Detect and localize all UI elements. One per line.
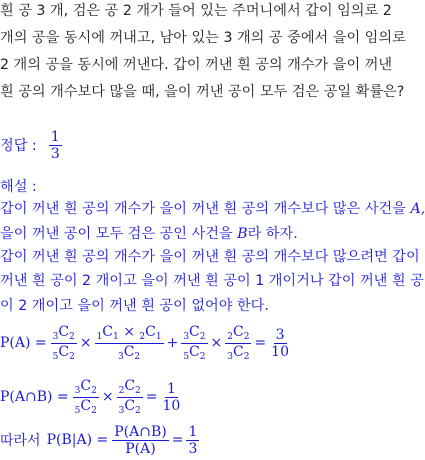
equation-p-a-and-b: P(A∩B) = $\frac{_3C_2}{_5C_2}$ × $\frac{_2C_2}{_3C_2}$ = $\frac{1}{10}$ bbox=[0, 377, 181, 416]
fraction-2c2-3c2: $\frac{_2C_2}{_3C_2}$ bbox=[227, 323, 250, 362]
fraction-3c2-5c2-c: $\frac{_3C_2}{_5C_2}$ bbox=[74, 377, 97, 416]
equation-p-b-given-a-result bbox=[186, 425, 199, 456]
problem-line-4: 흰 공의 개수보다 많을 때, 을이 꺼낸 공이 모두 검은 공일 확률은? bbox=[0, 84, 405, 100]
fraction-3c2-5c2-b: $\frac{_3C_2}{_5C_2}$ bbox=[183, 323, 206, 362]
equation-p-b-given-a-result-den: 3 bbox=[188, 440, 198, 457]
solution-label: 해설 : bbox=[0, 179, 37, 195]
solution-line-2-tail: 라 하자. bbox=[247, 226, 298, 242]
answer-numerator: 1 bbox=[50, 129, 60, 145]
solution-line-5: 이 2 개이고 을이 꺼낸 흰 공이 없어야 한다. bbox=[0, 298, 269, 314]
answer-denominator: 3 bbox=[50, 146, 60, 163]
equation-p-a-and-b-result bbox=[161, 382, 183, 413]
equation-p-a-result-den: 10 bbox=[271, 343, 289, 360]
answer-fraction bbox=[49, 130, 62, 161]
equation-p-b-given-a-result-num: 1 bbox=[188, 423, 198, 440]
solution-line-1-text: 갑이 꺼낸 흰 공의 개수가 을이 꺼낸 흰 공의 개수보다 많은 사건을 bbox=[0, 201, 406, 217]
solution-line-2 bbox=[0, 225, 298, 243]
fraction-1c1-2c1-3c2: $\frac{_1C_1 \times _2C_1}{_3C_2}$ bbox=[96, 323, 162, 362]
answer-row bbox=[0, 130, 63, 161]
problem-line-3: 2 개의 공을 동시에 꺼낸다. 갑이 꺼낸 흰 공의 개수가 을이 꺼낸 bbox=[0, 57, 393, 73]
event-a-symbol: A, bbox=[410, 201, 425, 217]
conclusion-prefix: 따라서 bbox=[0, 433, 41, 449]
solution-line-4: 꺼낸 흰 공이 2 개이고 을이 꺼낸 흰 공이 1 개이거나 갑이 꺼낸 흰 공 bbox=[0, 273, 424, 289]
equation-p-a-result-num: 3 bbox=[275, 326, 285, 343]
answer-label: 정답 : bbox=[0, 137, 37, 154]
equation-p-a-and-b-result-den: 10 bbox=[162, 397, 181, 414]
event-b-symbol: B bbox=[237, 226, 248, 242]
fraction-conditional-den: P(A) bbox=[125, 440, 156, 457]
fraction-conditional-num: P(A∩B) bbox=[114, 423, 167, 440]
problem-line-1: 흰 공 3 개, 검은 공 2 개가 들어 있는 주머니에서 갑이 임의로 2 bbox=[0, 3, 392, 19]
equation-p-b-given-a: 따라서 P(B|A) = $\frac{P(A\cap B)}{P(A)}$ = $\frac{1}{3}$ bbox=[0, 423, 198, 457]
fraction-conditional bbox=[112, 425, 168, 456]
solution-line-2-text: 을이 꺼낸 공이 모두 검은 공인 사건을 bbox=[0, 226, 233, 242]
problem-line-2: 개의 공을 동시에 꺼내고, 남아 있는 3 개의 공 중에서 을이 임의로 bbox=[0, 30, 406, 46]
fraction-3c2-5c2: $\frac{_3C_2}{_5C_2}$ bbox=[52, 323, 75, 362]
solution-line-3: 갑이 꺼낸 흰 공의 개수가 을이 꺼낸 흰 공의 개수보다 많으려면 갑이 bbox=[0, 249, 420, 265]
equation-p-a: P(A) = $\frac{_3C_2}{_5C_2}$ × $\frac{_1C_1 \times _2C_1}{_3C_2}$ + $\frac{_3C_2}{_5C_2}$ × $\frac{_2C_2}{_3C_2}$ = $\frac{3}{10}$ bbox=[0, 323, 289, 362]
equation-p-a-and-b-lhs: P(A∩B) = bbox=[0, 389, 69, 405]
equation-p-b-given-a-lhs: P(B|A) = bbox=[46, 432, 109, 448]
equation-p-a-result bbox=[269, 328, 291, 359]
equation-p-a-and-b-result-num: 1 bbox=[166, 380, 176, 397]
fraction-2c2-3c2-b: $\frac{_2C_2}{_3C_2}$ bbox=[118, 377, 141, 416]
equation-p-a-lhs: P(A) = bbox=[0, 335, 47, 351]
solution-line-1 bbox=[0, 200, 425, 218]
